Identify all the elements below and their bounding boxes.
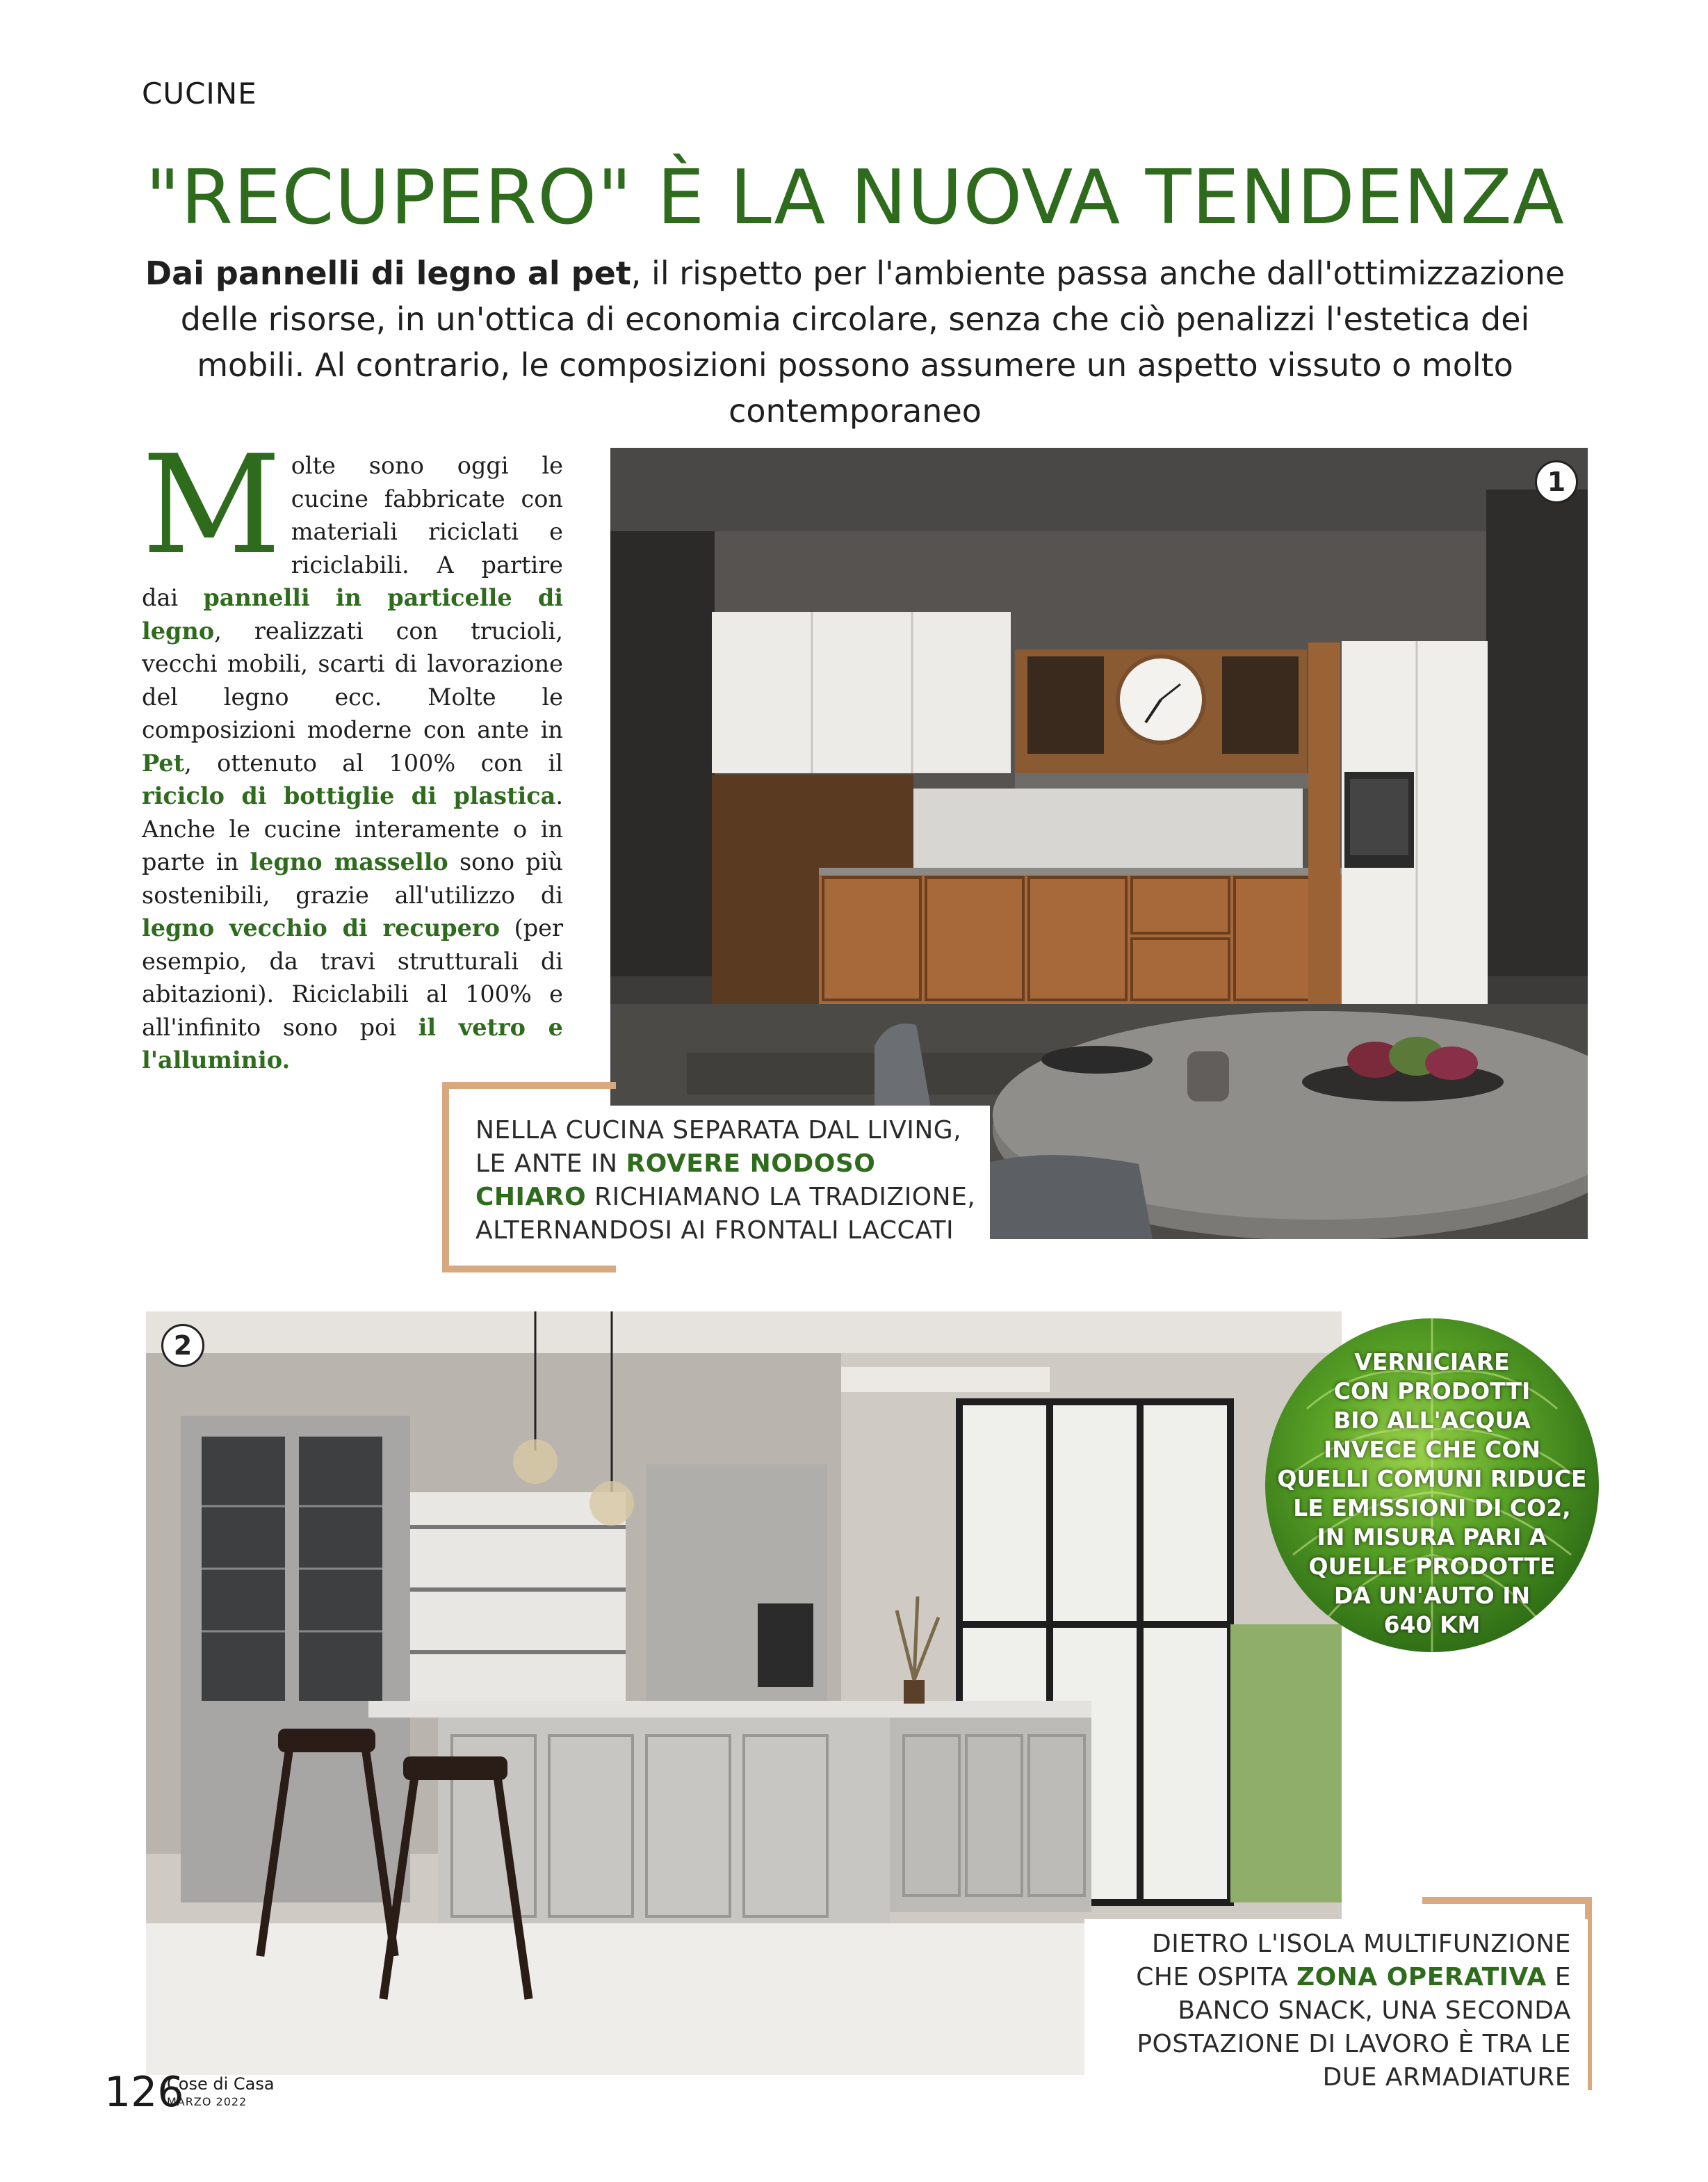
caption-text: E BANCO SNACK, UNA SECONDA POSTAZIONE DI LAVORO È TRA LE DUE ARMADIATURE [1137,1963,1571,2092]
headline: "RECUPERO" È LA NUOVA TENDENZA [145,154,1565,241]
caption-photo-1 [459,1106,990,1259]
body-highlight: Pet [142,749,185,777]
caption-text: NELLA CUCINA SEPARATA DAL LIVING, LE ANTE IN [475,1116,962,1178]
caption-text: DIETRO L'ISOLA MULTIFUNZIONE CHE OSPITA [1136,1930,1571,1991]
callout-leaf-bubble [1265,1318,1599,1652]
section-label: CUCINE [142,76,257,111]
caption-photo-2 [1084,1919,1588,2106]
callout-line: QUELLI COMUNI RIDUCE [1277,1465,1587,1492]
callout-line: VERNICIARE [1354,1348,1510,1375]
drop-cap: M [142,426,282,585]
callout-line: CON PRODOTTI [1333,1377,1531,1405]
body-run: sono più sostenibili, grazie all'utilizzo di [142,848,563,909]
body-run: olte sono oggi le cucine fabbricate con materiali riciclati e riciclabili. A partire dai [142,452,563,611]
callout-line: BIO ALL'ACQUA [1333,1407,1531,1434]
standfirst-text: , il rispetto per l'ambiente passa anche dall'ottimizzazione delle risorse, in un'ottica di economia circolare, senza che ciò penalizzi l'estetica dei mobili. Al contrario, le composizioni possono assumere un aspetto vissuto o molto contemporaneo [180,254,1565,430]
caption-highlight: ZONA OPERATIVA [1296,1963,1547,1991]
body-highlight: riciclo di bottiglie di plastica [142,782,556,809]
body-run: , realizzati con trucioli, vecchi mobili, scarti di lavorazione del legno ecc. Molte le composizioni moderne con ante in [142,617,563,743]
body-highlight: pannelli in particelle di legno [142,584,564,645]
caption-highlight: ROVERE NODOSO CHIARO [475,1149,876,1211]
photo-number-badge: 1 [1535,460,1578,503]
body-run: (per esempio, da travi strutturali di abitazioni). Riciclabili al 100% e all'infinito sono poi [142,914,563,1041]
callout-line: QUELLE PRODOTTE [1308,1553,1556,1580]
callout-line: LE EMISSIONI DI CO2, [1293,1494,1571,1521]
standfirst-bold: Dai pannelli di legno al pet [145,254,631,292]
body-highlight: legno vecchio di recupero [142,914,500,942]
callout-text [1265,1348,1599,1640]
body-text [142,426,564,1077]
callout-line: 640 KM [1383,1611,1481,1638]
body-run: , ottenuto al 100% con il [184,749,563,777]
magazine-issue: MARZO 2022 [167,2095,247,2108]
body-run: . Anche le cucine interamente o in parte in [142,782,563,875]
callout-line: IN MISURA PARI A [1317,1524,1547,1551]
page-number: 126 [104,2068,184,2117]
standfirst [139,250,1571,434]
caption-text: RICHIAMANO LA TRADIZIONE, ALTERNANDOSI AI FRONTALI LACCATI [475,1183,976,1245]
photo-number-badge: 2 [161,1324,204,1367]
callout-line: DA UN'AUTO IN [1333,1582,1531,1609]
magazine-name: Cose di Casa [167,2074,275,2094]
body-highlight: il vetro e l'alluminio. [142,1013,563,1074]
callout-line: INVECE CHE CON [1324,1436,1540,1463]
magazine-imprint [167,2075,275,2111]
body-highlight: legno massello [250,848,448,875]
